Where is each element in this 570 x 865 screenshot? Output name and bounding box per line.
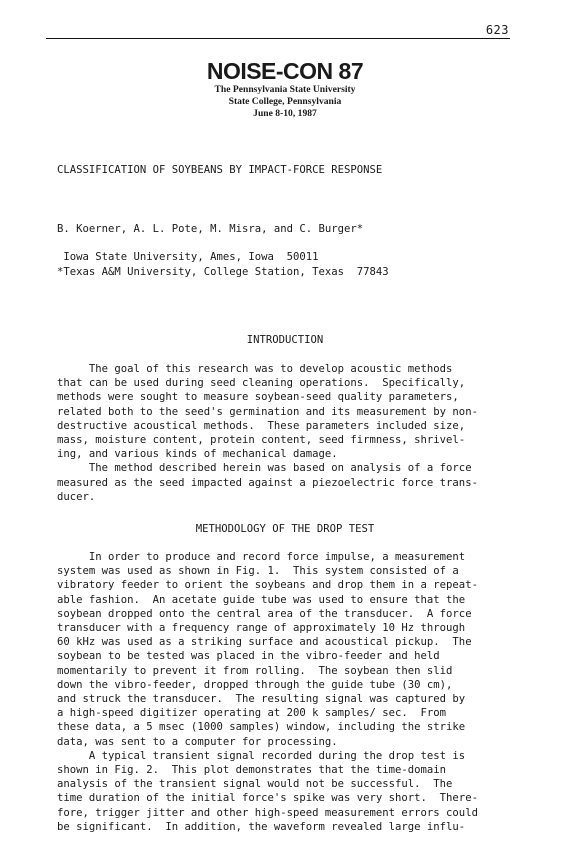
text-line: methods were sought to measure soybean-seed quality parameters, (57, 391, 459, 404)
text-line: The goal of this research was to develop acoustic methods (57, 363, 453, 375)
text-line: down the vibro-feeder, dropped through the guide tube (30 cm), (57, 678, 453, 691)
section-heading-methodology: METHODOLOGY OF THE DROP TEST (195, 523, 375, 535)
text-line: 60 kHz was used as a striking surface and acoustical pickup. The (57, 636, 472, 649)
text-line: these data, a 5 msec (1000 samples) window, including the strike (57, 721, 466, 734)
text-line: data, was sent to a computer for processing. (57, 735, 338, 748)
introduction-body (57, 362, 523, 504)
text-line: and struck the transducer. The resulting signal was captured by (57, 693, 466, 706)
conference-title: NOISE-CON 87 (206, 58, 364, 84)
text-line: shown in Fig. 2. This plot demonstrates that the time-domain (57, 764, 447, 777)
text-line: momentarily to prevent it from rolling. The soybean then slid (57, 664, 453, 677)
text-line: time duration of the initial force's spike was very short. There- (57, 792, 478, 805)
conference-block (0, 58, 570, 120)
text-line: soybean dropped onto the central area of the transducer. A force (57, 607, 472, 620)
text-line: ducer. (57, 490, 96, 503)
text-line: mass, moisture content, protein content, seed firmness, shrivel- (57, 434, 466, 447)
text-line: measured as the seed impacted against a piezoelectric force trans- (57, 476, 478, 489)
text-line: be significant. In addition, the waveform revealed large influ- (57, 820, 466, 833)
text-line: In order to produce and record force impulse, a measurement (57, 551, 466, 563)
methodology-body (57, 550, 523, 834)
text-line: system was used as shown in Fig. 1. This system consisted of a (57, 565, 459, 578)
section-heading-introduction: INTRODUCTION (246, 334, 324, 346)
page-number: 623 (485, 23, 509, 37)
text-line: fore, trigger jitter and other high-speed measurement errors could (57, 806, 478, 819)
paper-title: CLASSIFICATION OF SOYBEANS BY IMPACT-FORCE RESPONSE (57, 164, 383, 176)
text-line: ing, and various kinds of mechanical damage. (57, 448, 338, 461)
text-line: A typical transient signal recorded during the drop test is (57, 749, 466, 762)
text-line: that can be used during seed cleaning operations. Specifically, (57, 377, 466, 390)
authors: B. Koerner, A. L. Pote, M. Misra, and C. Burger* (57, 223, 364, 235)
conference-dates: June 8-10, 1987 (253, 108, 317, 119)
text-line: analysis of the transient signal would not be successful. The (57, 778, 453, 791)
text-line: The method described herein was based on analysis of a force (57, 462, 472, 475)
header-rule (46, 38, 510, 39)
text-line: able fashion. An acetate guide tube was used to ensure that the (57, 593, 466, 606)
text-line: transducer with a frequency range of approximately 10 Hz through (57, 622, 466, 635)
text-line: vibratory feeder to orient the soybeans and drop them in a repeat- (57, 579, 478, 592)
text-line: destructive acoustical methods. These parameters included size, (57, 419, 466, 432)
affiliation: *Texas A&M University, College Station, Texas 77843 (57, 266, 389, 278)
text-line: related both to the seed's germination and its measurement by non- (57, 405, 478, 418)
affiliation: Iowa State University, Ames, Iowa 50011 (57, 251, 319, 263)
text-line: soybean to be tested was placed in the vibro-feeder and held (57, 650, 440, 663)
conference-university: The Pennsylvania State University (214, 84, 356, 95)
conference-location: State College, Pennsylvania (228, 96, 342, 107)
text-line: a high-speed digitizer operating at 200 k samples/ sec. From (57, 707, 447, 720)
